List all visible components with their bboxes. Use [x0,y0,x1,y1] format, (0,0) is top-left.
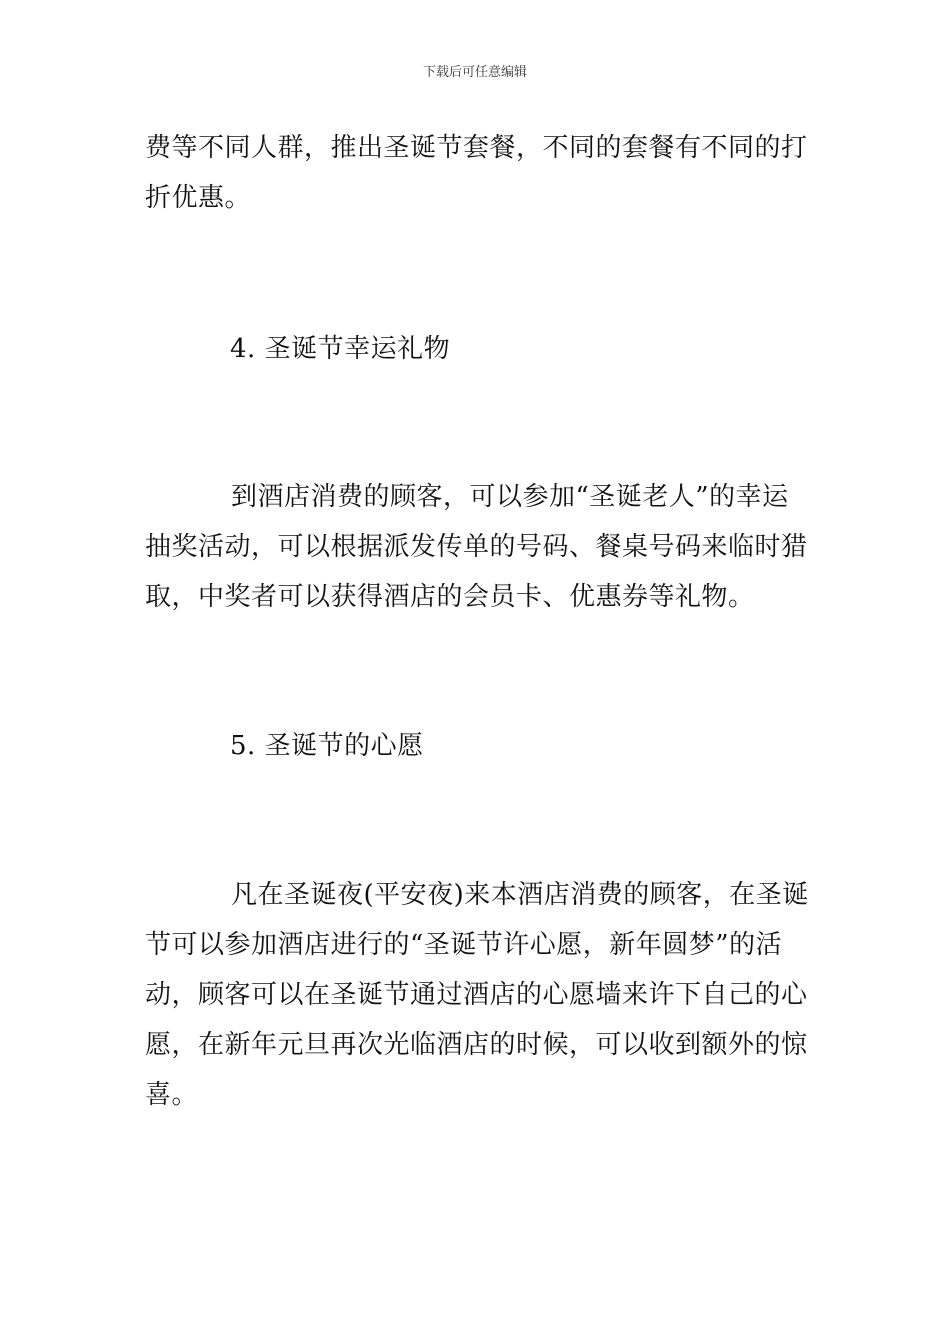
paragraph-line: 节可以参加酒店进行的“圣诞节许心愿，新年圆梦”的活 [145,930,783,960]
intro-paragraph [145,123,810,223]
paragraph-line: 动，顾客可以在圣诞节通过酒店的心愿墙来许下自己的心 [145,980,808,1010]
paragraph-line: 费等不同人群，推出圣诞节套餐，不同的套餐有不同的打 [145,133,808,163]
paragraph-line: 愿，在新年元旦再次光临酒店的时候，可以收到额外的惊 [145,1030,808,1060]
paragraph-line: 凡在圣诞夜(平安夜)来本酒店消费的顾客，在圣诞 [231,880,809,910]
section-heading-5: 5. 圣诞节的心愿 [230,731,424,761]
paragraph-line: 折优惠。 [145,183,252,213]
section-heading-4: 4. 圣诞节幸运礼物 [230,334,451,364]
paragraph-line: 到酒店消费的顾客，可以参加“圣诞老人”的幸运 [231,482,789,512]
section-4-paragraph [145,472,810,622]
paragraph-line: 抽奖活动，可以根据派发传单的号码、餐桌号码来临时猎 [145,532,808,562]
page-header: 下载后可任意编辑 [422,65,527,80]
section-5-paragraph [145,870,810,1120]
paragraph-line: 取，中奖者可以获得酒店的会员卡、优惠券等礼物。 [145,582,755,612]
paragraph-line: 喜。 [145,1080,199,1110]
